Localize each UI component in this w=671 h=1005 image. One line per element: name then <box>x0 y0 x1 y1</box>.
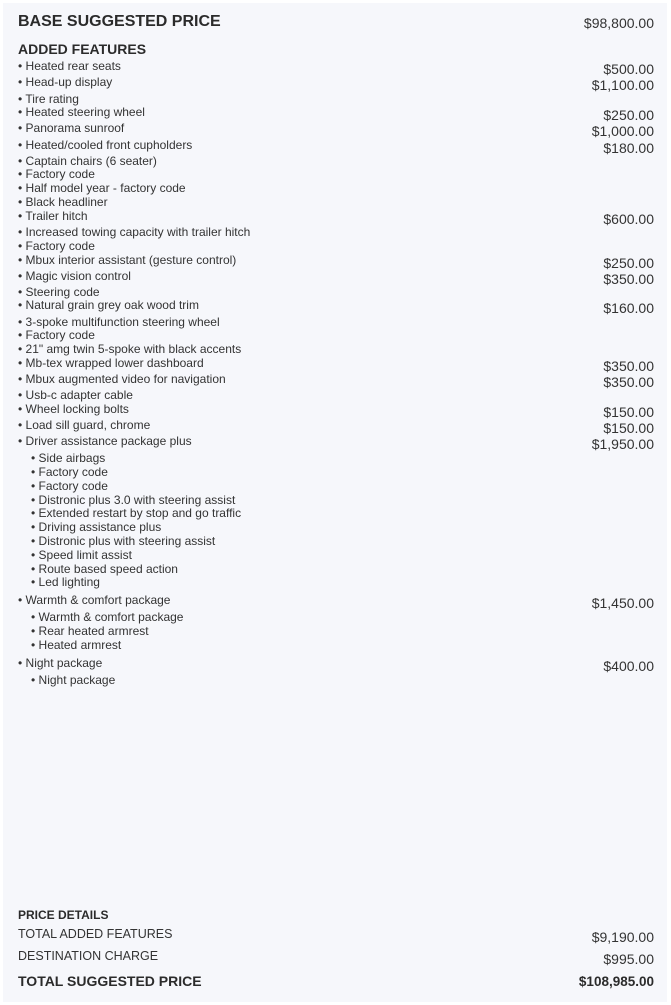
feature-price: $1,100.00 <box>591 77 654 93</box>
feature-price: $150.00 <box>603 420 654 436</box>
package-subitem-label: • Warmth & comfort package <box>31 610 184 624</box>
feature-label: • Trailer hitch <box>18 209 88 223</box>
feature-price: $500.00 <box>603 61 654 77</box>
total-added-features-value: $9,190.00 <box>591 929 654 945</box>
feature-label: • Warmth & comfort package <box>18 593 171 607</box>
feature-label: • Mb-tex wrapped lower dashboard <box>18 356 204 370</box>
feature-label: • Increased towing capacity with trailer hitch <box>18 225 251 239</box>
package-subitem-label: • Led lighting <box>31 575 100 589</box>
package-subitem-label: • Side airbags <box>31 451 106 465</box>
feature-price: $250.00 <box>603 107 654 123</box>
feature-price: $1,950.00 <box>591 436 654 452</box>
package-subitem-label: • Distronic plus 3.0 with steering assist <box>31 493 236 507</box>
feature-label: • Black headliner <box>18 195 108 209</box>
total-suggested-price-value: $108,985.00 <box>578 974 654 989</box>
feature-price: $250.00 <box>603 255 654 271</box>
feature-label: • Load sill guard, chrome <box>18 418 151 432</box>
feature-label: • Heated/cooled front cupholders <box>18 138 193 152</box>
feature-label: • Tire rating <box>18 92 79 106</box>
total-added-features-label: TOTAL ADDED FEATURES <box>18 927 173 941</box>
feature-price: $600.00 <box>603 211 654 227</box>
feature-price: $350.00 <box>603 271 654 287</box>
feature-label: • Heated steering wheel <box>18 105 145 119</box>
package-subitem-label: • Rear heated armrest <box>31 624 149 638</box>
feature-price: $160.00 <box>603 300 654 316</box>
feature-label: • Wheel locking bolts <box>18 402 129 416</box>
package-subitem-label: • Night package <box>31 673 116 687</box>
feature-label: • Heated rear seats <box>18 59 121 73</box>
package-subitem-label: • Factory code <box>31 479 108 493</box>
feature-price: $350.00 <box>603 374 654 390</box>
price-details-heading: PRICE DETAILS <box>18 908 109 922</box>
package-subitem-label: • Factory code <box>31 465 108 479</box>
feature-price: $150.00 <box>603 404 654 420</box>
feature-label: • Night package <box>18 656 103 670</box>
feature-price: $180.00 <box>603 140 654 156</box>
base-price-title: BASE SUGGESTED PRICE <box>18 13 221 30</box>
destination-charge-label: DESTINATION CHARGE <box>18 949 159 963</box>
feature-price: $350.00 <box>603 358 654 374</box>
feature-label: • Steering code <box>18 285 100 299</box>
feature-label: • Factory code <box>18 239 95 253</box>
feature-label: • Mbux augmented video for navigation <box>18 372 226 386</box>
package-subitem-label: • Speed limit assist <box>31 548 132 562</box>
added-features-list <box>18 0 654 700</box>
feature-label: • Magic vision control <box>18 269 131 283</box>
feature-label: • Captain chairs (6 seater) <box>18 154 157 168</box>
base-price-value: $98,800.00 <box>583 15 654 31</box>
feature-label: • Head-up display <box>18 75 113 89</box>
feature-price: $1,450.00 <box>591 595 654 611</box>
added-features-heading: ADDED FEATURES <box>18 41 147 57</box>
package-subitem-label: • Heated armrest <box>31 638 122 652</box>
feature-label: • 21" amg twin 5-spoke with black accents <box>18 342 242 356</box>
feature-label: • Factory code <box>18 167 95 181</box>
feature-label: • 3-spoke multifunction steering wheel <box>18 315 220 329</box>
feature-label: • Natural grain grey oak wood trim <box>18 298 199 312</box>
feature-price: $400.00 <box>603 658 654 674</box>
feature-label: • Driver assistance package plus <box>18 434 192 448</box>
destination-charge-value: $995.00 <box>603 951 654 967</box>
feature-label: • Usb-c adapter cable <box>18 388 133 402</box>
feature-label: • Half model year - factory code <box>18 181 186 195</box>
package-subitem-label: • Extended restart by stop and go traffic <box>31 506 242 520</box>
feature-label: • Factory code <box>18 328 95 342</box>
package-subitem-label: • Driving assistance plus <box>31 520 162 534</box>
feature-label: • Mbux interior assistant (gesture control) <box>18 253 237 267</box>
package-subitem-label: • Distronic plus with steering assist <box>31 534 216 548</box>
package-subitem-label: • Route based speed action <box>31 562 178 576</box>
feature-label: • Panorama sunroof <box>18 121 125 135</box>
total-suggested-price-label: TOTAL SUGGESTED PRICE <box>18 973 202 989</box>
feature-price: $1,000.00 <box>591 123 654 139</box>
